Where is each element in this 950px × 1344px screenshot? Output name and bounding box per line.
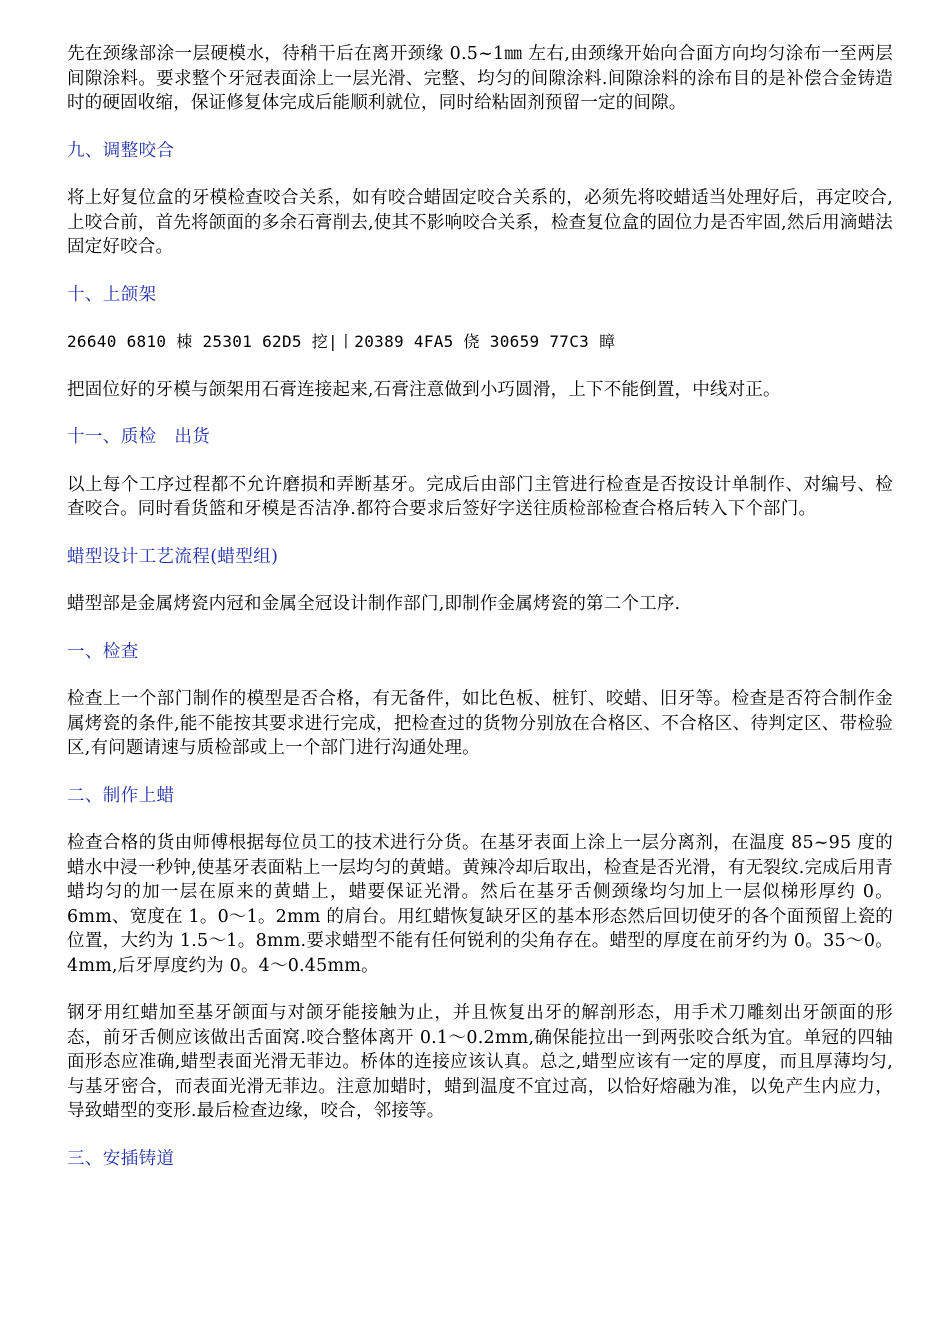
character-code-line: 26640 6810 栜 25301 62D5 挖|丨20389 4FA5 侥 30659 77C3 瞕 bbox=[67, 332, 616, 351]
heading-adjust-occlusion: 九、调整咬合 bbox=[67, 140, 175, 161]
paragraph-quality-check-shipping: 以上每个工序过程都不允许磨损和弄断基牙。完成后由部门主管进行检查是否按设计单制作、对编号、检查咬合。同时看货篮和牙模是否洁净.都符合要求后签好字送往质检部检查合格后转入下个部门。 bbox=[67, 474, 893, 519]
paragraph-adjust-occlusion: 将上好复位盒的牙模检查咬合关系，如有咬合蜡固定咬合关系的，必须先将咬蜡适当处理好后，再定咬合,上咬合前，首先将颌面的多余石膏削去,使其不影响咬合关系，检查复位盒的固位力是否牢固,然后用滴蜡法固定好咬合。 bbox=[67, 188, 893, 257]
paragraph-mount-articulator: 把固位好的牙模与颌架用石膏连接起来,石膏注意做到小巧圆滑，上下不能倒置，中线对正。 bbox=[67, 379, 781, 400]
heading-sprue-placement: 三、安插铸道 bbox=[67, 1148, 175, 1169]
document-page bbox=[67, 42, 893, 1194]
paragraph-waxing-1: 检查合格的货由师傅根据每位员工的技术进行分货。在基牙表面上涂上一层分离剂，在温度 85~95 度的蜡水中浸一秒钟,使基牙表面粘上一层均匀的黄蜡。黄辣冷却后取出，检查是否光滑，有无裂纹.完成后用青蜡均匀的加一层在原来的黄蜡上，蜡要保证光滑。然后在基牙舌侧颈缘均匀加上一层似梯形厚约 0。6mm、宽度在 1。0～1。2mm 的肩台。用红蜡恢复缺牙区的基本形态然后回切使牙的各个面预留上瓷的位置，大约为 1.5～1。8mm.要求蜡型不能有任何锐利的尖角存在。蜡型的厚度在前牙约为 0。35～0。4mm,后牙厚度约为 0。4～0.45mm。 bbox=[67, 833, 893, 976]
heading-waxing: 二、制作上蜡 bbox=[67, 785, 175, 806]
heading-inspection: 一、检查 bbox=[67, 641, 139, 662]
paragraph-intro: 先在颈缘部涂一层硬模水，待稍干后在离开颈缘 0.5~1㎜ 左右,由颈缘开始向合面方向均匀涂布一至两层间隙涂料。要求整个牙冠表面涂上一层光滑、完整、均匀的间隙涂料.间隙涂料的涂布目的是补偿合金铸造时的硬固收缩，保证修复体完成后能顺利就位，同时给粘固剂预留一定的间隙。 bbox=[67, 44, 893, 113]
heading-mount-articulator: 十、上颌架 bbox=[67, 284, 157, 305]
paragraph-inspection: 检查上一个部门制作的模型是否合格，有无备件，如比色板、桩钉、咬蜡、旧牙等。检查是否符合制作金属烤瓷的条件,能不能按其要求进行完成，把检查过的货物分别放在合格区、不合格区、待判定区、带检验区,有问题请速与质检部或上一个部门进行沟通处理。 bbox=[67, 689, 893, 758]
paragraph-wax-department: 蜡型部是金属烤瓷内冠和金属全冠设计制作部门,即制作金属烤瓷的第二个工序. bbox=[67, 594, 681, 614]
heading-quality-check-shipping: 十一、质检 出货 bbox=[67, 427, 211, 447]
heading-wax-pattern-process: 蜡型设计工艺流程(蜡型组) bbox=[67, 546, 279, 567]
paragraph-waxing-2: 钢牙用红蜡加至基牙颌面与对颌牙能接触为止，并且恢复出牙的解剖形态，用手术刀雕刻出牙颌面的形态，前牙舌侧应该做出舌面窝.咬合整体离开 0.1～0.2mm,确保能拉出一到两张咬合纸为宜。单冠的四轴面形态应准确,蜡型表面光滑无菲边。桥体的连接应该认真。总之,蜡型应该有一定的厚度，而且厚薄均匀,与基牙密合，而表面光滑无菲边。注意加蜡时，蜡到温度不宜过高，以恰好熔融为准，以免产生内应力，导致蜡型的变形.最后检查边缘，咬合，邻接等。 bbox=[67, 1003, 893, 1121]
